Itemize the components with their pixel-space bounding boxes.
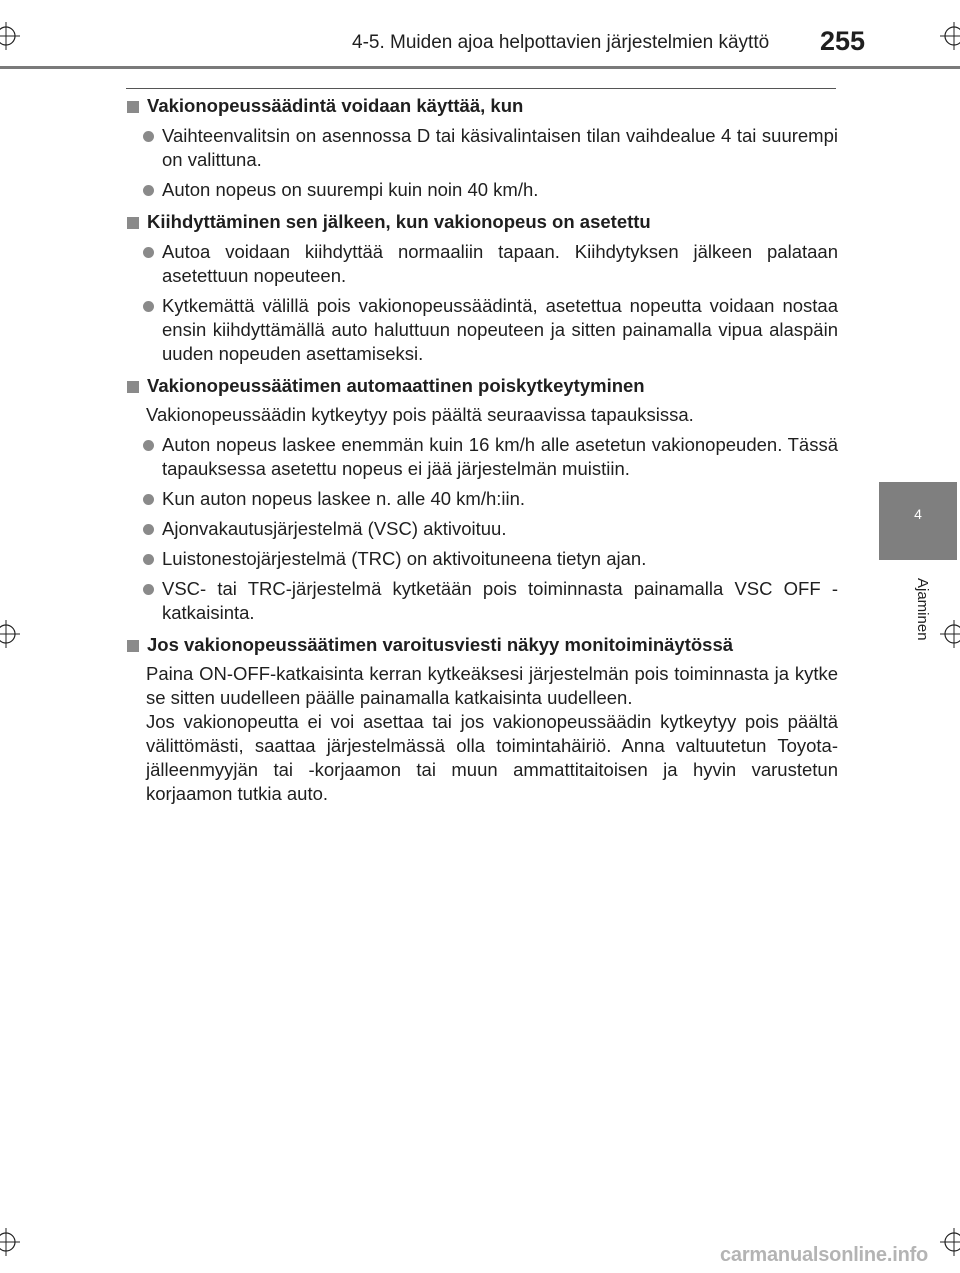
registration-mark-bottom-left <box>0 1228 20 1256</box>
paragraph: Paina ON-OFF-katkaisinta kerran kytkeäksesi järjestelmän pois toiminnasta ja kytke se sitten uudelleen päälle painamalla katkaisinta uudelleen. <box>146 663 838 708</box>
registration-mark-mid-right <box>940 620 960 648</box>
list-item-text: Auton nopeus laskee enemmän kuin 16 km/h alle asetetun vakionopeuden. Tässä tapauksessa asetettu nopeus ei jää järjestelmän muistiin. <box>162 434 838 479</box>
registration-mark-top-left <box>0 22 20 50</box>
crosshair-icon <box>940 22 960 50</box>
list-item <box>126 487 838 511</box>
section-heading <box>126 374 838 398</box>
section-heading <box>126 94 838 118</box>
list-item <box>126 547 838 571</box>
registration-mark-top-right <box>940 22 960 50</box>
square-bullet-icon <box>127 381 139 393</box>
crosshair-icon <box>0 620 20 648</box>
crosshair-icon <box>0 22 20 50</box>
circle-bullet-icon <box>143 301 154 312</box>
crosshair-icon <box>940 620 960 648</box>
watermark-text: carmanualsonline.info <box>720 1244 929 1266</box>
circle-bullet-icon <box>143 131 154 142</box>
list-item-text: Autoa voidaan kiihdyttää normaaliin tapaan. Kiihdytyksen jälkeen palataan asetettuun nopeuteen. <box>162 241 838 286</box>
square-bullet-icon <box>127 640 139 652</box>
list-item <box>126 178 838 202</box>
crosshair-icon <box>0 1228 20 1256</box>
chapter-tab-label: Ajaminen <box>914 578 931 641</box>
page-content <box>126 94 838 806</box>
crosshair-icon <box>940 1228 960 1256</box>
content-top-rule <box>126 88 836 89</box>
list-item-text: Kytkemättä välillä pois vakionopeussäädintä, asetettua nopeutta voidaan nostaa ensin kiihdyttämällä auto haluttuun nopeuteen ja sitten painamalla vipua alaspäin uuden nopeuden asettamiseksi. <box>162 295 838 364</box>
list-item-text: VSC- tai TRC-järjestelmä kytketään pois toiminnasta painamalla VSC OFF -katkaisinta. <box>162 578 838 623</box>
chapter-title: 4-5. Muiden ajoa helpottavien järjestelmien käyttö <box>352 32 770 53</box>
section-heading-text: Kiihdyttäminen sen jälkeen, kun vakionopeus on asetettu <box>147 211 651 232</box>
header-divider <box>0 66 960 69</box>
registration-mark-mid-left <box>0 620 20 648</box>
list-item <box>126 577 838 625</box>
circle-bullet-icon <box>143 524 154 535</box>
registration-mark-bottom-right <box>940 1228 960 1256</box>
list-item-text: Ajonvakautusjärjestelmä (VSC) aktivoituu. <box>162 518 507 539</box>
section-heading <box>126 210 838 234</box>
paragraph: Jos vakionopeutta ei voi asettaa tai jos vakionopeussäädin kytkeytyy pois päältä välittömästi, saattaa järjestelmässä olla toimintahäiriö. Anna valtuutetun Toyota-jälleenmyyjän tai -korjaamon tai muun ammattitaitoisen ja hyvin varustetun korjaamon tutkia auto. <box>146 711 838 804</box>
chapter-tab-number: 4 <box>914 506 922 522</box>
list-item <box>126 240 838 288</box>
section-heading-text: Vakionopeussäätimen automaattinen poiskytkeytyminen <box>147 375 645 396</box>
chapter-tab <box>879 482 957 560</box>
section-heading <box>126 633 838 657</box>
circle-bullet-icon <box>143 494 154 505</box>
list-item-text: Luistonestojärjestelmä (TRC) on aktivoituneena tietyn ajan. <box>162 548 647 569</box>
list-item <box>126 124 838 172</box>
list-item-text: Vaihteenvalitsin on asennossa D tai käsivalintaisen tilan vaihdealue 4 tai suurempi on valittuna. <box>162 125 838 170</box>
circle-bullet-icon <box>143 185 154 196</box>
square-bullet-icon <box>127 101 139 113</box>
square-bullet-icon <box>127 217 139 229</box>
section-intro: Vakionopeussäädin kytkeytyy pois päältä seuraavissa tapauksissa. <box>146 404 694 425</box>
list-item-text: Kun auton nopeus laskee n. alle 40 km/h:iin. <box>162 488 526 509</box>
section-heading-text: Jos vakionopeussäätimen varoitusviesti näkyy monitoiminäytössä <box>147 634 734 655</box>
circle-bullet-icon <box>143 247 154 258</box>
circle-bullet-icon <box>143 584 154 595</box>
section-heading-text: Vakionopeussäädintä voidaan käyttää, kun <box>147 95 524 116</box>
circle-bullet-icon <box>143 440 154 451</box>
page-number: 255 <box>820 26 866 56</box>
circle-bullet-icon <box>143 554 154 565</box>
list-item <box>126 433 838 481</box>
list-item <box>126 517 838 541</box>
list-item-text: Auton nopeus on suurempi kuin noin 40 km/h. <box>162 179 539 200</box>
list-item <box>126 294 838 366</box>
